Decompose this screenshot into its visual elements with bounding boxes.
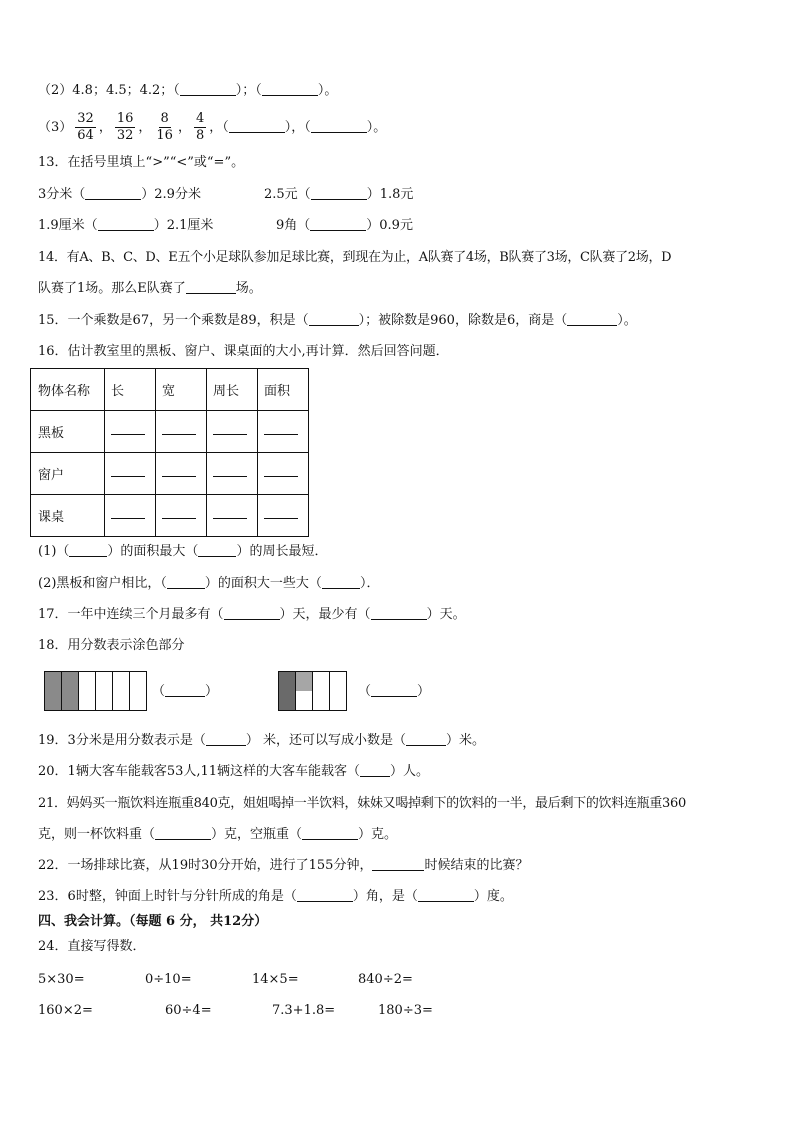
grid-cell	[112, 691, 129, 710]
answer-blank[interactable]	[309, 313, 359, 326]
shaded-cell	[295, 672, 312, 691]
grid-cell	[129, 672, 146, 691]
q18-title: 18．用分数表示涂色部分	[38, 638, 185, 653]
answer-blank[interactable]	[206, 733, 246, 746]
answer-blank[interactable]	[360, 764, 390, 777]
answer-blank[interactable]	[98, 218, 154, 231]
q12-part3: （3） $\frac{32}{64}$ ， $\frac{16}{32}$ ， $\frac{8}{16}$ ， $\frac{4}{8}$ ，（ ），（ ）。	[38, 111, 387, 143]
answer-blank[interactable]	[229, 120, 285, 133]
table-header: 物体名称	[31, 369, 105, 411]
answer-blank[interactable]	[310, 218, 366, 231]
q20-line: 20．1辆大客车能载客53人,11辆这样的大客车能载客（ ）人。	[38, 764, 430, 779]
answer-blank[interactable]	[213, 508, 247, 519]
grid-cell	[95, 691, 112, 710]
table-header: 长	[105, 369, 156, 411]
calc-item: 180÷3=	[378, 1003, 433, 1018]
q13-item: 2.5元（ ）1.8元	[264, 187, 414, 202]
shaded-grid-1-bottom	[44, 691, 147, 711]
grid-cell	[295, 691, 312, 710]
shaded-grid-2	[278, 671, 347, 692]
q14-line1: 14．有A、B、C、D、E五个小足球队参加足球比赛，到现在为止，A队赛了4场，B队赛了3场，C队赛了2场，D	[38, 250, 672, 265]
grid-cell	[78, 672, 95, 691]
grid-cell	[329, 672, 346, 691]
answer-blank[interactable]	[372, 858, 424, 871]
fraction-16-32: $\frac{16}{32}$	[116, 111, 134, 143]
shaded-cell	[45, 691, 61, 710]
row-label: 窗户	[31, 453, 105, 495]
calc-item: 14×5=	[252, 972, 299, 987]
answer-blank[interactable]	[111, 508, 145, 519]
shaded-cell	[45, 672, 61, 691]
q21-line1: 21．妈妈买一瓶饮料连瓶重840克，姐姐喝掉一半饮料，妹妹又喝掉剩下的饮料的一半，最后剩下的饮料连瓶重360	[38, 796, 686, 811]
shaded-grid-1	[44, 671, 147, 692]
answer-blank[interactable]	[111, 424, 145, 435]
answer-blank[interactable]	[162, 424, 196, 435]
q18-answer-1: （ ）	[152, 684, 219, 699]
fraction-32-64: $\frac{32}{64}$	[77, 111, 94, 143]
answer-blank[interactable]	[311, 187, 367, 200]
q18-answer-2: （ ）	[358, 684, 431, 699]
q15-line: 15．一个乘数是67，另一个乘数是89，积是（ ）；被除数是960，除数是6，商是（ ）。	[38, 313, 637, 328]
answer-blank[interactable]	[213, 466, 247, 477]
answer-blank[interactable]	[180, 83, 236, 96]
row-label: 黑板	[31, 411, 105, 453]
q13-item: 3分米（ ）2.9分米	[38, 187, 201, 202]
q16-title: 16．估计教室里的黑板、窗户、课桌面的大小,再计算．然后回答问题．	[38, 344, 449, 359]
answer-blank[interactable]	[69, 544, 107, 557]
shaded-grid-2-bottom	[278, 691, 347, 711]
q24-title: 24．直接写得数．	[38, 939, 146, 954]
row-label: 课桌	[31, 495, 105, 537]
table-header: 周长	[207, 369, 258, 411]
answer-blank[interactable]	[167, 576, 205, 589]
grid-cell	[95, 672, 112, 691]
section-heading: 四、我会计算。（每题 6 分， 共12分）	[38, 914, 268, 929]
calc-item: 5×30=	[38, 972, 85, 987]
calc-item: 0÷10=	[145, 972, 192, 987]
table-header: 宽	[156, 369, 207, 411]
answer-blank[interactable]	[264, 466, 298, 477]
grid-cell	[329, 691, 346, 710]
grid-cell	[129, 691, 146, 710]
estimation-table	[30, 368, 309, 537]
q23-line: 23．6时整，钟面上时针与分针所成的角是（ ）角，是（ ）度。	[38, 889, 513, 904]
shaded-cell	[279, 691, 295, 710]
grid-cell	[112, 672, 129, 691]
answer-blank[interactable]	[186, 281, 236, 294]
answer-blank[interactable]	[264, 424, 298, 435]
answer-blank[interactable]	[155, 827, 211, 840]
q13-title: 13．在括号里填上“>”“<”或“=”。	[38, 155, 245, 170]
q22-line: 22．一场排球比赛，从19时30分开始，进行了155分钟， 时候结束的比赛？	[38, 858, 529, 873]
answer-blank[interactable]	[406, 733, 446, 746]
grid-cell	[78, 691, 95, 710]
answer-blank[interactable]	[198, 544, 236, 557]
answer-blank[interactable]	[213, 424, 247, 435]
answer-blank[interactable]	[264, 508, 298, 519]
answer-blank[interactable]	[85, 187, 141, 200]
answer-blank[interactable]	[302, 827, 358, 840]
grid-cell	[312, 691, 329, 710]
table-header-row	[31, 369, 309, 411]
q12-part2: （2）4.8；4.5；4.2；（ ）；（ ）。	[38, 83, 338, 98]
answer-blank[interactable]	[111, 466, 145, 477]
answer-blank[interactable]	[567, 313, 617, 326]
answer-blank[interactable]	[162, 508, 196, 519]
answer-blank[interactable]	[371, 607, 427, 620]
shaded-cell	[279, 672, 295, 691]
q21-line2: 克，则一杯饮料重（ ）克，空瓶重（ ）克。	[38, 827, 398, 842]
q17-line: 17．一年中连续三个月最多有（ ）天，最少有（ ）天。	[38, 607, 466, 622]
q14-line2: 队赛了1场。那么E队赛了 场。	[38, 281, 262, 296]
q16-sub1: (1)（ ）的面积最大（ ）的周长最短．	[38, 544, 328, 559]
grid-cell	[312, 672, 329, 691]
calc-item: 60÷4=	[165, 1003, 212, 1018]
answer-blank[interactable]	[165, 684, 205, 697]
answer-blank[interactable]	[322, 576, 360, 589]
table-header: 面积	[258, 369, 309, 411]
q16-sub2: (2)黑板和窗户相比，（ ）的面积大一些大（ ）．	[38, 576, 380, 591]
calc-item: 7.3+1.8=	[272, 1003, 336, 1018]
table-row	[31, 495, 309, 537]
fraction-4-8: $\frac{4}{8}$	[195, 111, 205, 143]
shaded-cell	[61, 691, 78, 710]
calc-item: 840÷2=	[358, 972, 413, 987]
answer-blank[interactable]	[371, 684, 417, 697]
answer-blank[interactable]	[262, 83, 318, 96]
table-row	[31, 453, 309, 495]
q19-line: 19．3分米是用分数表示是（ ） 米，还可以写成小数是（ ）米。	[38, 733, 485, 748]
q13-item: 1.9厘米（ ）2.1厘米	[38, 218, 214, 233]
fraction-8-16: $\frac{8}{16}$	[156, 111, 173, 143]
shaded-cell	[61, 672, 78, 691]
q13-item: 9角（ ）0.9元	[276, 218, 413, 233]
answer-blank[interactable]	[162, 466, 196, 477]
answer-blank[interactable]	[418, 889, 474, 902]
answer-blank[interactable]	[224, 607, 280, 620]
answer-blank[interactable]	[311, 120, 367, 133]
calc-item: 160×2=	[38, 1003, 93, 1018]
answer-blank[interactable]	[297, 889, 353, 902]
table-row	[31, 411, 309, 453]
